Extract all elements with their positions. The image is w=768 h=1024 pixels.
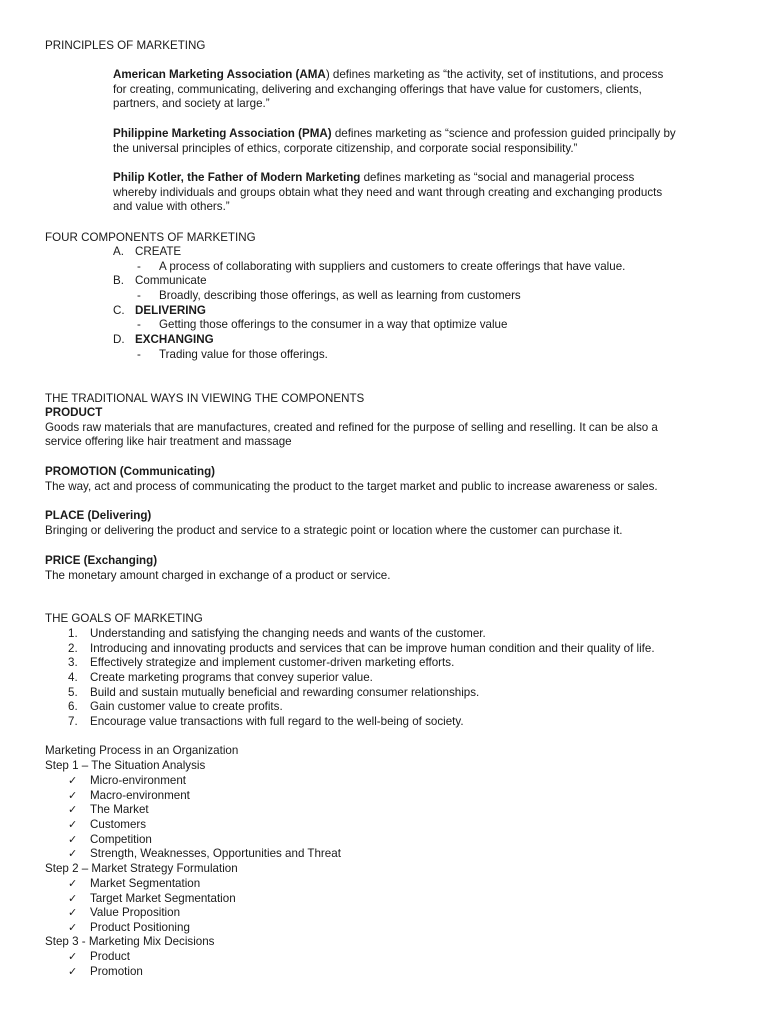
goal-item bbox=[68, 700, 748, 715]
section-text: The way, act and process of communicating the product to the target market and public to increase awareness or sales. bbox=[45, 479, 658, 493]
section-label: PROMOTION (Communicating) bbox=[45, 465, 216, 478]
dash-marker: - bbox=[137, 318, 141, 332]
section-product bbox=[45, 406, 658, 450]
definition-text: and value with others.” bbox=[113, 200, 230, 214]
definition-text: defines marketing as “science and profession guided principally by bbox=[331, 127, 676, 140]
list-marker: A. bbox=[113, 245, 124, 258]
check-icon: ✓ bbox=[68, 964, 78, 978]
checklist-text: Strength, Weaknesses, Opportunities and Threat bbox=[90, 847, 341, 861]
component-label: EXCHANGING bbox=[135, 333, 214, 347]
check-icon: ✓ bbox=[68, 832, 78, 846]
list-number: 4. bbox=[68, 671, 78, 685]
list-marker: C. bbox=[113, 303, 125, 317]
checklist-text: Macro-environment bbox=[90, 788, 190, 802]
checklist-item bbox=[68, 774, 468, 789]
goal-text: Gain customer value to create profits. bbox=[90, 700, 283, 714]
definition-text: defines marketing as “social and managerial process bbox=[360, 171, 635, 184]
component-item bbox=[113, 333, 733, 348]
checklist-text: Product bbox=[90, 950, 130, 963]
check-icon: ✓ bbox=[68, 818, 78, 832]
goal-text: Understanding and satisfying the changing needs and wants of the customer. bbox=[90, 627, 486, 640]
checklist-item bbox=[68, 847, 468, 862]
goal-item bbox=[68, 642, 748, 657]
check-icon: ✓ bbox=[68, 788, 78, 802]
checklist-text: Target Market Segmentation bbox=[90, 891, 236, 905]
definition-text: whereby individuals and groups obtain what they need and want through creating and exchanging products bbox=[113, 185, 663, 199]
process-heading: Marketing Process in an Organization bbox=[45, 744, 239, 757]
section-text: service offering like hair treatment and massage bbox=[45, 435, 292, 449]
checklist-item bbox=[68, 803, 468, 818]
step-label: Step 2 – Market Strategy Formulation bbox=[45, 862, 238, 875]
checklist-item bbox=[68, 965, 468, 980]
section-text: The monetary amount charged in exchange of a product or service. bbox=[45, 568, 391, 582]
list-number: 7. bbox=[68, 715, 78, 729]
definition-kotler bbox=[113, 171, 662, 215]
check-icon: ✓ bbox=[68, 803, 78, 817]
section-label: PLACE (Delivering) bbox=[45, 509, 152, 522]
definition-source: Philippine Marketing Association (PMA) bbox=[113, 127, 332, 140]
components-heading: FOUR COMPONENTS OF MARKETING bbox=[45, 231, 256, 244]
check-icon: ✓ bbox=[68, 921, 78, 935]
checklist-item bbox=[68, 833, 468, 848]
definition-text: ) defines marketing as “the activity, set of institutions, and process bbox=[325, 68, 664, 81]
check-icon: ✓ bbox=[68, 906, 78, 920]
goals-heading: THE GOALS OF MARKETING bbox=[45, 612, 203, 625]
step-3-checklist bbox=[68, 950, 468, 979]
components-list bbox=[113, 245, 733, 363]
definition-pma bbox=[113, 127, 676, 156]
definition-text: the universal principles of ethics, corporate citizenship, and corporate social responsibility.” bbox=[113, 141, 578, 155]
section-price bbox=[45, 554, 390, 583]
component-label: Communicate bbox=[135, 274, 207, 288]
section-place bbox=[45, 509, 622, 538]
component-description-text: Broadly, describing those offerings, as well as learning from customers bbox=[159, 289, 521, 303]
goal-text: Create marketing programs that convey superior value. bbox=[90, 671, 373, 685]
checklist-item bbox=[68, 950, 468, 965]
check-icon: ✓ bbox=[68, 891, 78, 905]
section-text: Bringing or delivering the product and service to a strategic point or location where the customer can purchase it. bbox=[45, 523, 623, 537]
section-promotion bbox=[45, 465, 658, 494]
dash-marker: - bbox=[137, 259, 141, 273]
goal-item bbox=[68, 686, 748, 701]
dash-marker: - bbox=[137, 347, 141, 361]
component-description-text: Getting those offerings to the consumer in a way that optimize value bbox=[159, 318, 508, 332]
traditional-heading: THE TRADITIONAL WAYS IN VIEWING THE COMPONENTS bbox=[45, 392, 365, 405]
list-marker: D. bbox=[113, 333, 125, 347]
checklist-text: Market Segmentation bbox=[90, 877, 201, 890]
section-label: PRICE (Exchanging) bbox=[45, 554, 158, 567]
component-description-text: Trading value for those offerings. bbox=[159, 347, 328, 361]
component-description bbox=[113, 289, 733, 304]
goal-item bbox=[68, 627, 748, 642]
checklist-text: The Market bbox=[90, 803, 149, 817]
check-icon: ✓ bbox=[68, 950, 78, 963]
component-description-text: A process of collaborating with suppliers and customers to create offerings that have value. bbox=[159, 259, 626, 273]
goals-list bbox=[68, 627, 748, 730]
component-label: CREATE bbox=[135, 245, 182, 258]
checklist-text: Competition bbox=[90, 832, 152, 846]
component-label: DELIVERING bbox=[135, 303, 206, 317]
step-1-checklist bbox=[68, 774, 468, 862]
check-icon: ✓ bbox=[68, 847, 78, 861]
checklist-text: Customers bbox=[90, 818, 147, 832]
definition-source: American Marketing Association (AMA bbox=[113, 68, 326, 81]
component-description bbox=[113, 318, 733, 333]
checklist-item bbox=[68, 877, 468, 892]
step-label: Step 3 - Marketing Mix Decisions bbox=[45, 935, 215, 948]
definition-source: Philip Kotler, the Father of Modern Marketing bbox=[113, 171, 361, 184]
check-icon: ✓ bbox=[68, 774, 78, 787]
checklist-item bbox=[68, 906, 468, 921]
checklist-text: Product Positioning bbox=[90, 921, 190, 935]
goal-text: Effectively strategize and implement customer-driven marketing efforts. bbox=[90, 656, 455, 670]
component-item bbox=[113, 274, 733, 289]
goal-item bbox=[68, 671, 748, 686]
section-label: PRODUCT bbox=[45, 406, 103, 419]
checklist-item bbox=[68, 892, 468, 907]
goal-text: Build and sustain mutually beneficial and rewarding consumer relationships. bbox=[90, 685, 480, 699]
list-number: 3. bbox=[68, 656, 78, 670]
dash-marker: - bbox=[137, 289, 141, 303]
component-description bbox=[113, 348, 733, 363]
step-2-checklist bbox=[68, 877, 468, 936]
list-number: 6. bbox=[68, 700, 78, 714]
document-title: PRINCIPLES OF MARKETING bbox=[45, 39, 206, 52]
definition-ama bbox=[113, 68, 663, 112]
list-number: 1. bbox=[68, 627, 78, 640]
component-item bbox=[113, 304, 733, 319]
checklist-text: Value Proposition bbox=[90, 906, 181, 920]
list-marker: B. bbox=[113, 274, 124, 288]
checklist-item bbox=[68, 818, 468, 833]
section-text: Goods raw materials that are manufactures, created and refined for the purpose of selling and reselling. It can be also a bbox=[45, 420, 658, 434]
goal-item bbox=[68, 715, 748, 730]
list-number: 5. bbox=[68, 685, 78, 699]
checklist-text: Promotion bbox=[90, 964, 143, 978]
checklist-text: Micro-environment bbox=[90, 774, 186, 787]
goal-item bbox=[68, 656, 748, 671]
checklist-item bbox=[68, 921, 468, 936]
component-description bbox=[113, 260, 733, 275]
goal-text: Encourage value transactions with full regard to the well-being of society. bbox=[90, 715, 464, 729]
definition-text: for creating, communicating, delivering and exchanging offerings that have value for customers, clients, bbox=[113, 82, 642, 96]
list-number: 2. bbox=[68, 641, 78, 655]
check-icon: ✓ bbox=[68, 877, 78, 890]
checklist-item bbox=[68, 789, 468, 804]
component-item bbox=[113, 245, 733, 260]
definition-text: partners, and society at large.” bbox=[113, 97, 270, 111]
step-label: Step 1 – The Situation Analysis bbox=[45, 759, 206, 772]
goal-text: Introducing and innovating products and services that can be improve human condition and their quality of life. bbox=[90, 641, 655, 655]
